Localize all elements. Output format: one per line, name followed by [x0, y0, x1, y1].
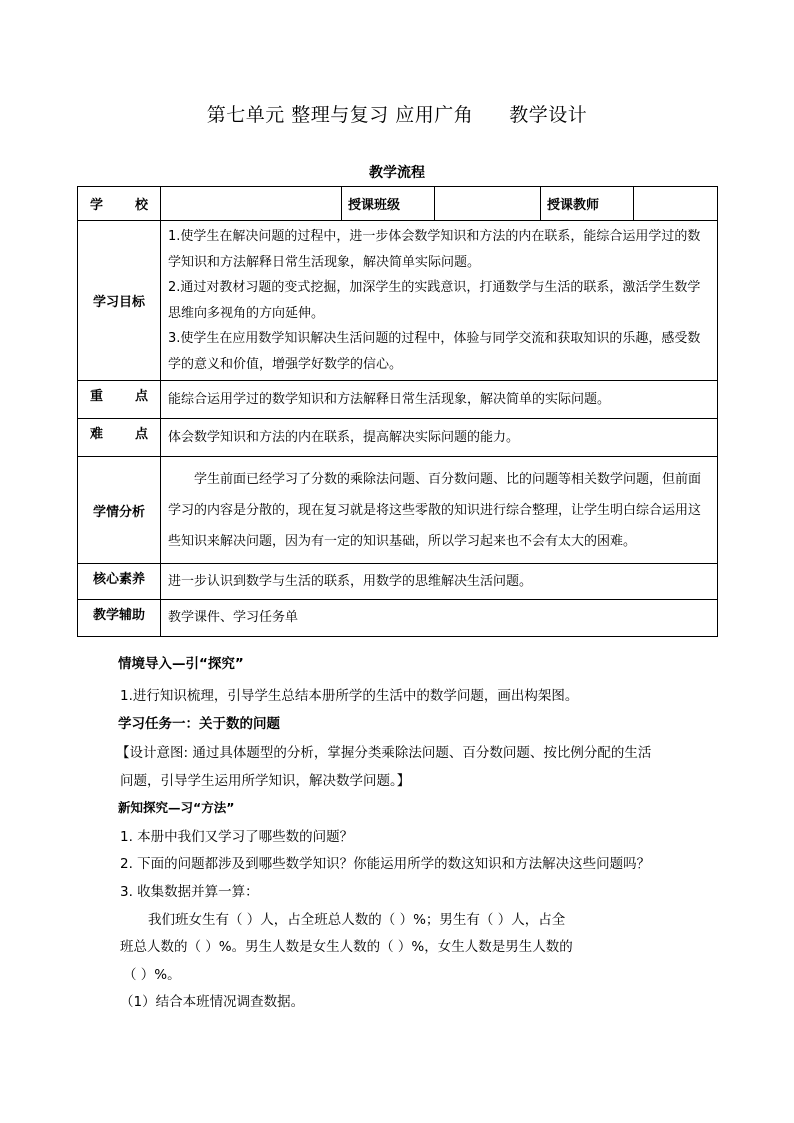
fill-in-line: 班总人数的（ ）%。男生人数是女生人数的（ ）%，女生人数是男生人数的 — [120, 939, 573, 955]
school-label: 学 校 — [78, 187, 161, 221]
table-row — [78, 381, 718, 419]
table-row — [78, 457, 718, 564]
table-row — [78, 221, 718, 381]
title-main: 第七单元 整理与复习 应用广角 — [206, 104, 474, 126]
difficulty-content: 体会数学知识和方法的内在联系，提高解决实际问题的能力。 — [161, 419, 718, 457]
sub-question: （1）结合本班情况调查数据。 — [120, 994, 305, 1010]
table-row — [78, 600, 718, 637]
analysis-content: 学生前面已经学习了分数的乘除法问题、百分数问题、比的问题等相关数学问题，但前面学习的内容是分散的，现在复习就是将这些零散的知识进行综合整理，让学生明白综合运用这些知识来解决问题，因为有一定的知识基础，所以学习起来也不会有太大的困难。 — [161, 457, 718, 564]
aids-label: 教学辅助 — [78, 600, 161, 637]
difficulty-label: 难 点 — [78, 419, 161, 457]
intro-paragraph: 1.进行知识梳理，引导学生总结本册所学的生活中的数学问题，画出构架图。 — [120, 688, 579, 704]
question-item: 1. 本册中我们又学习了哪些数的问题？ — [120, 829, 354, 845]
fill-in-line: （ ）%。 — [123, 967, 181, 983]
design-intent-line: 【设计意图: 通过具体题型的分析，掌握分类乘除法问题、百分数问题、按比例分配的生活 — [116, 745, 652, 761]
teacher-label: 授课教师 — [541, 187, 634, 221]
analysis-label: 学情分析 — [78, 457, 161, 564]
school-value — [161, 187, 342, 221]
key-content: 能综合运用学过的数学知识和方法解释日常生活现象，解决简单的实际问题。 — [161, 381, 718, 419]
class-value — [435, 187, 541, 221]
design-intent-line: 问题，引导学生运用所学知识，解决数学问题。】 — [120, 773, 411, 789]
aids-content: 教学课件、学习任务单 — [161, 600, 718, 637]
document-title — [0, 100, 794, 127]
key-label: 重 点 — [78, 381, 161, 419]
class-label: 授课班级 — [342, 187, 435, 221]
literacy-label: 核心素养 — [78, 564, 161, 600]
question-item: 3. 收集数据并算一算： — [120, 884, 259, 900]
goals-label: 学习目标 — [78, 221, 161, 381]
heading-intro: 情境导入—引“探究” — [118, 656, 244, 672]
title-suffix: 教学设计 — [509, 104, 588, 126]
heading-explore: 新知探究—习“方法” — [118, 800, 235, 815]
goal-item: 2.通过对教材习题的变式挖掘，加深学生的实践意识，打通数学与生活的联系，激活学生数学思维向多视角的方向延伸。 — [168, 280, 701, 321]
section-subtitle: 教学流程 — [369, 165, 425, 181]
literacy-content: 进一步认识到数学与生活的联系，用数学的思维解决生活问题。 — [161, 564, 718, 600]
goal-item: 3.使学生在应用数学知识解决生活问题的过程中，体验与同学交流和获取知识的乐趣，感受数学的意义和价值，增强学好数学的信心。 — [168, 331, 701, 372]
table-row — [78, 187, 718, 221]
table-row — [78, 564, 718, 600]
teacher-value — [634, 187, 718, 221]
question-item: 2. 下面的问题都涉及到哪些数学知识？你能运用所学的数这知识和方法解决这些问题吗？ — [120, 856, 651, 872]
heading-task-one: 学习任务一：关于数的问题 — [118, 716, 280, 732]
goal-item: 1.使学生在解决问题的过程中，进一步体会数学知识和方法的内在联系，能综合运用学过的数学知识和方法解释日常生活现象，解决简单实际问题。 — [168, 229, 701, 270]
fill-in-line: 我们班女生有（ ）人，占全班总人数的（ ）%；男生有（ ）人，占全 — [148, 912, 566, 928]
table-row — [78, 419, 718, 457]
lesson-table — [77, 186, 718, 637]
goals-content — [161, 221, 718, 381]
